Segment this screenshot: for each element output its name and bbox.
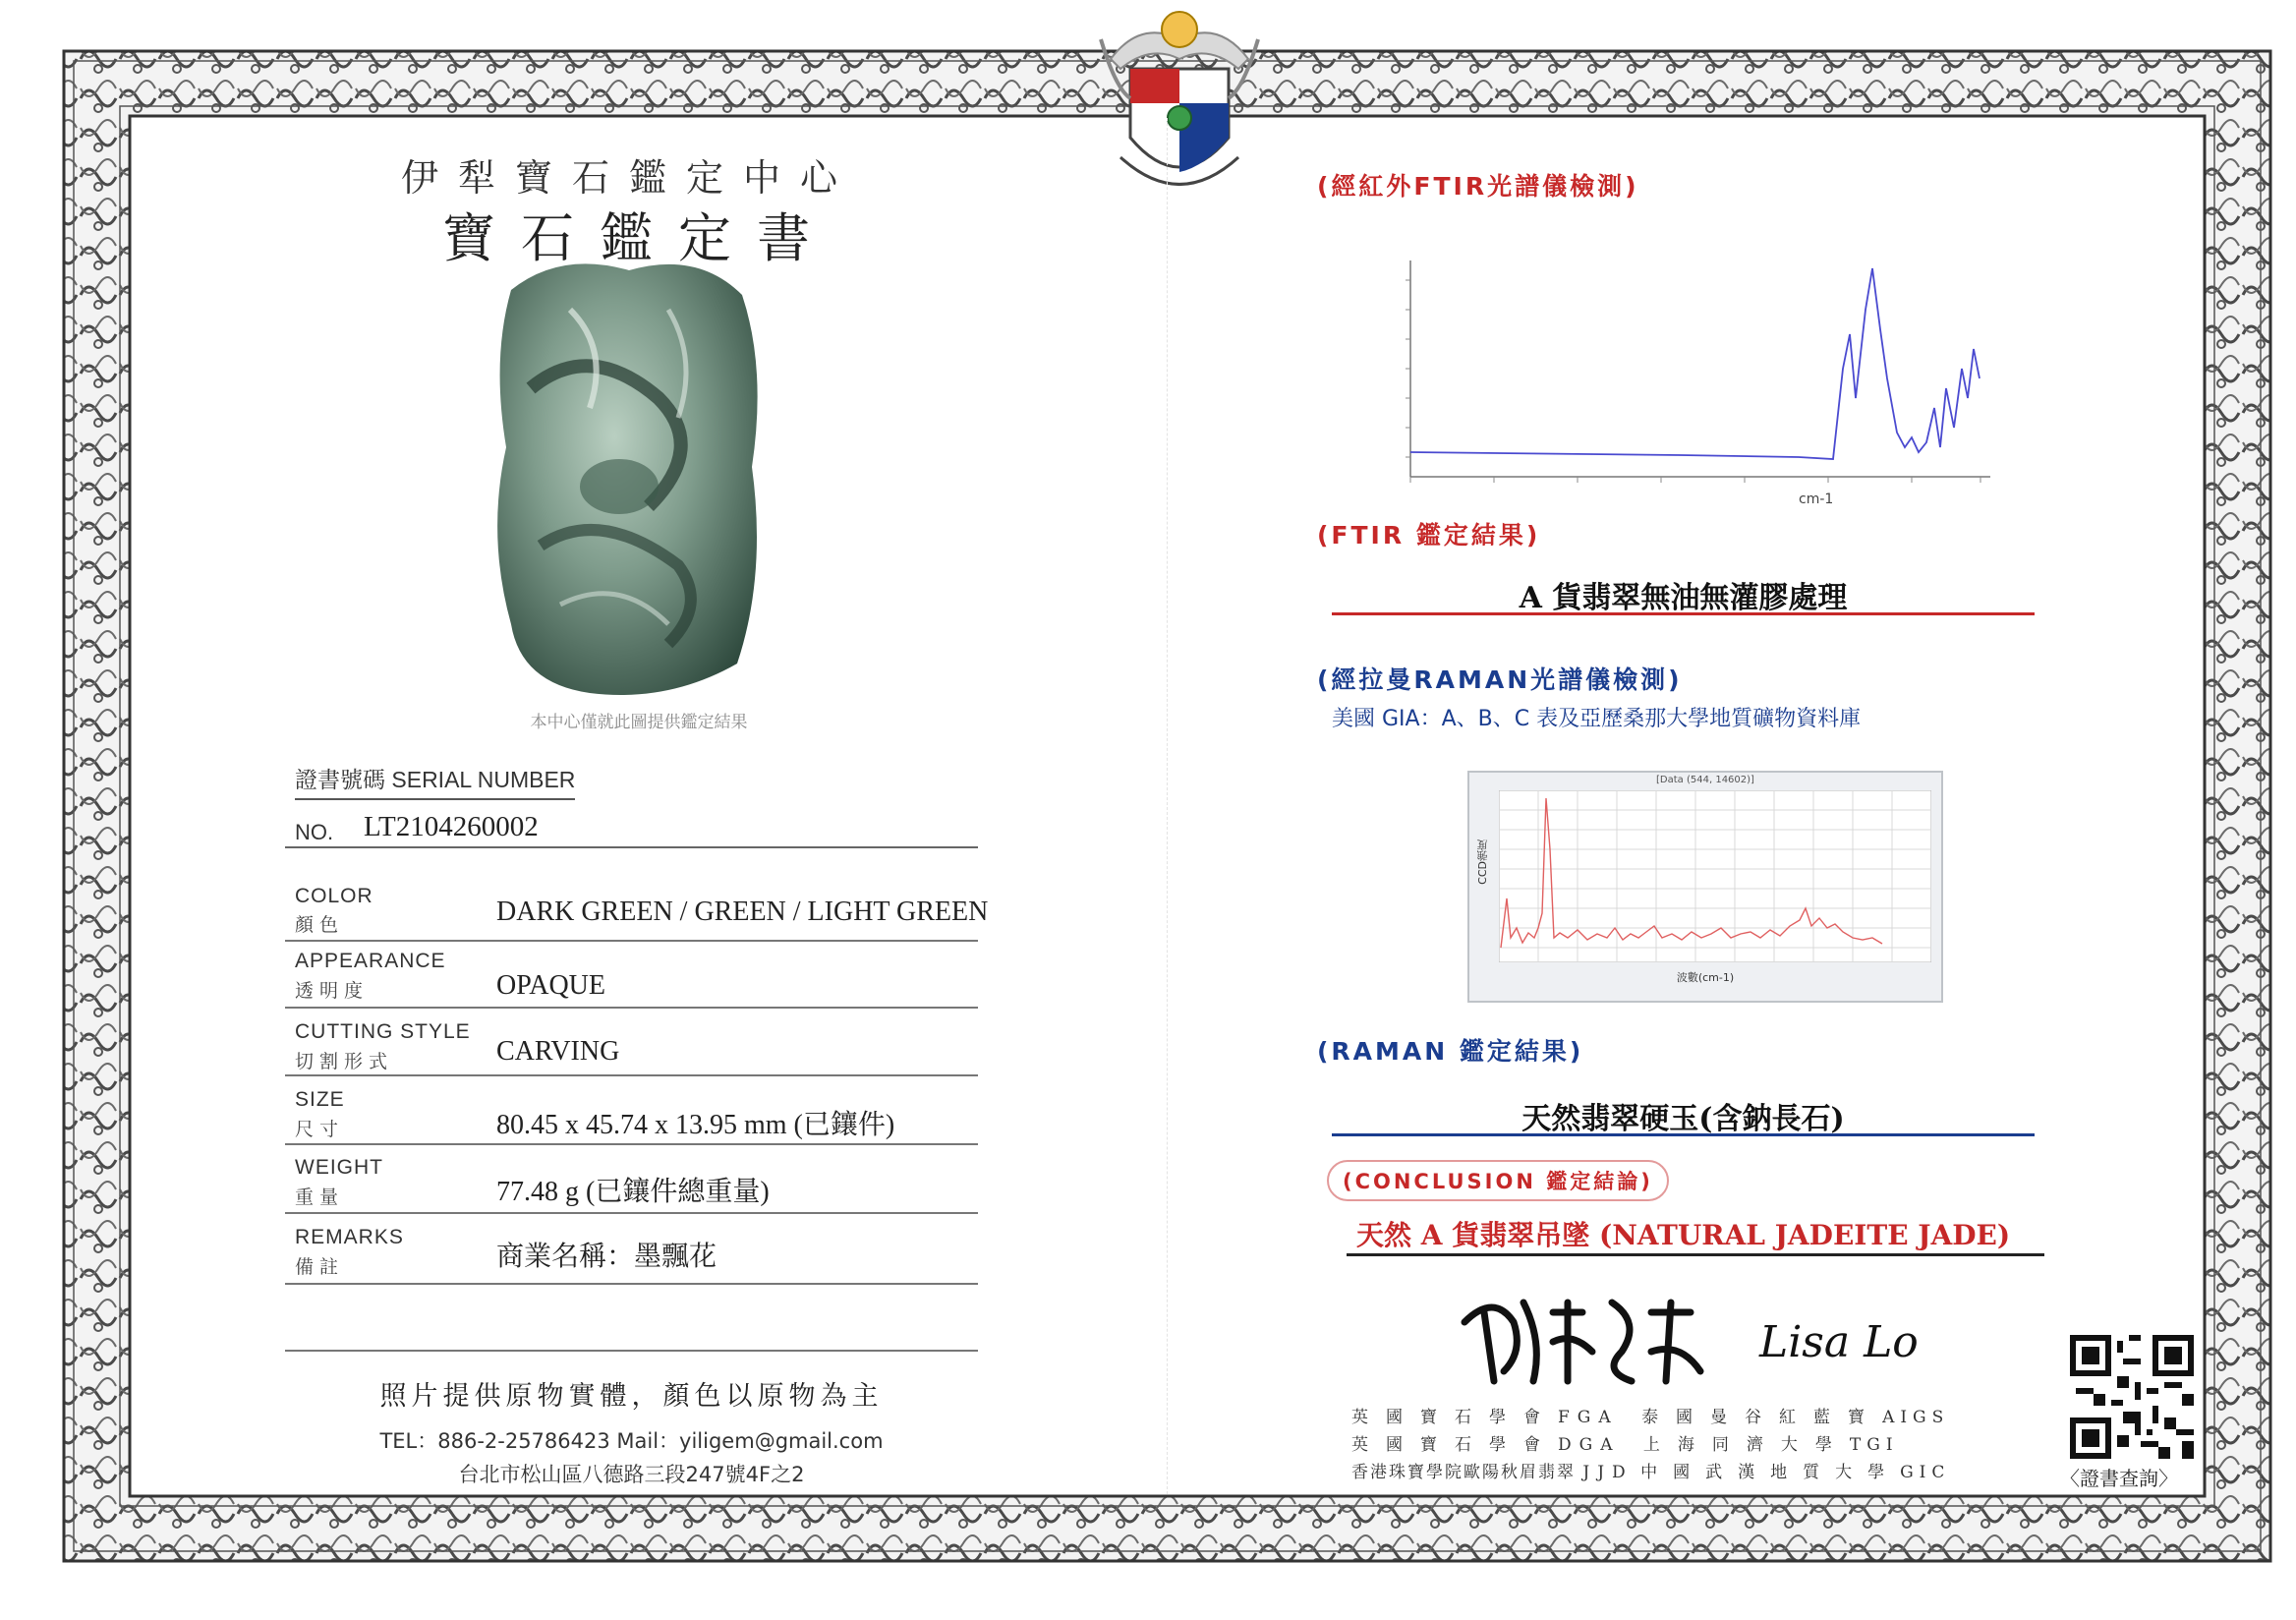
- raman-result-heading: (RAMAN 鑑定結果): [1317, 1037, 1584, 1066]
- cutting-style-label-en: CUTTING STYLE: [295, 1020, 471, 1043]
- divider: [285, 1143, 978, 1145]
- size-label-en: SIZE: [295, 1088, 345, 1111]
- raman-y-axis-label: CCD強度: [1476, 839, 1489, 885]
- appearance-label-cn: 透明度: [295, 980, 370, 1002]
- divider: [285, 1074, 978, 1076]
- conclusion-value: 天然 A 貨翡翠吊墜 (NATURAL JADEITE JADE): [1356, 1219, 2011, 1251]
- weight-label-en: WEIGHT: [295, 1156, 383, 1179]
- conclusion-heading: (CONCLUSION 鑑定結論): [1327, 1160, 1669, 1201]
- qr-caption: 〈證書查詢〉: [2060, 1467, 2178, 1490]
- signature-name: Lisa Lo: [1759, 1317, 1919, 1367]
- ftir-x-axis-label: cm-1: [1799, 492, 1834, 507]
- serial-number-value: LT2104260002: [364, 811, 539, 842]
- cutting-style-label-cn: 切割形式: [295, 1051, 394, 1072]
- divider: [285, 1212, 978, 1214]
- credential-line-2: 英國寶石學會DGA 上海同濟大學TGI: [1351, 1435, 1899, 1455]
- raman-chart-title: [Data (544, 14602)]: [1656, 775, 1754, 785]
- serial-no-prefix: NO.: [295, 820, 334, 844]
- divider: [1347, 1253, 2044, 1256]
- raman-reference: 美國 GIA：A、B、C 表及亞歷桑那大學地質礦物資料庫: [1332, 707, 1862, 731]
- ftir-heading: (經紅外FTIR光譜儀檢測): [1317, 172, 1639, 201]
- footer-contact: TEL：886-2-25786423 Mail：yiligem@gmail.com: [379, 1429, 884, 1453]
- raman-result-value: 天然翡翠硬玉(含鈉長石): [1521, 1102, 1845, 1136]
- document-title: 寶石鑑定書: [442, 207, 835, 269]
- divider: [1332, 1133, 2035, 1136]
- divider: [285, 1350, 978, 1352]
- divider: [1332, 612, 2035, 615]
- ftir-result-value: A 貨翡翠無油無灌膠處理: [1519, 581, 1848, 615]
- size-value: 80.45 x 45.74 x 13.95 mm (已鑲件): [496, 1110, 895, 1140]
- footer-note: 照片提供原物實體，顏色以原物為主: [379, 1381, 884, 1412]
- ftir-spectrum-chart: [1386, 251, 1995, 492]
- photo-caption: 本中心僅就此圖提供鑑定結果: [530, 713, 748, 732]
- divider: [285, 1007, 978, 1009]
- signature: [1455, 1283, 1710, 1391]
- divider: [285, 940, 978, 942]
- size-label-cn: 尺寸: [295, 1119, 345, 1140]
- color-label-en: COLOR: [295, 885, 373, 907]
- raman-heading: (經拉曼RAMAN光譜儀檢測): [1317, 665, 1683, 694]
- appearance-value: OPAQUE: [496, 970, 605, 1001]
- fold-line: [1167, 118, 1168, 1494]
- divider: [285, 846, 978, 848]
- cutting-style-value: CARVING: [496, 1036, 620, 1067]
- ftir-result-heading: (FTIR 鑑定結果): [1317, 521, 1541, 550]
- jade-carving-photo: [472, 251, 786, 708]
- appearance-label-en: APPEARANCE: [295, 950, 446, 972]
- color-value: DARK GREEN / GREEN / LIGHT GREEN: [496, 897, 989, 927]
- serial-number-label: 證書號碼 SERIAL NUMBER: [295, 762, 575, 800]
- crest-logo: [1081, 0, 1278, 206]
- remarks-label-en: REMARKS: [295, 1226, 404, 1248]
- divider: [285, 1283, 978, 1285]
- qr-code[interactable]: [2070, 1335, 2194, 1459]
- credential-line-3: 香港珠寶學院歐陽秋眉翡翠 JJD 中國武漢地質大學GIC: [1351, 1463, 1951, 1482]
- footer-address: 台北市松山區八德路三段247號4F之2: [458, 1463, 805, 1486]
- remarks-label-cn: 備註: [295, 1256, 345, 1278]
- center-name: 伊犁寶石鑑定中心: [400, 156, 857, 200]
- weight-label-cn: 重量: [295, 1186, 345, 1208]
- raman-spectrum-chart: [1467, 771, 1943, 1003]
- raman-x-axis-label: 波數(cm-1): [1676, 971, 1735, 984]
- credential-line-1: 英國寶石學會FGA 泰國曼谷紅藍寶AIGS: [1351, 1408, 1950, 1427]
- remarks-value: 商業名稱：墨飄花: [496, 1242, 718, 1272]
- weight-value: 77.48 g (已鑲件總重量): [496, 1177, 770, 1207]
- color-label-cn: 顏色: [295, 914, 345, 936]
